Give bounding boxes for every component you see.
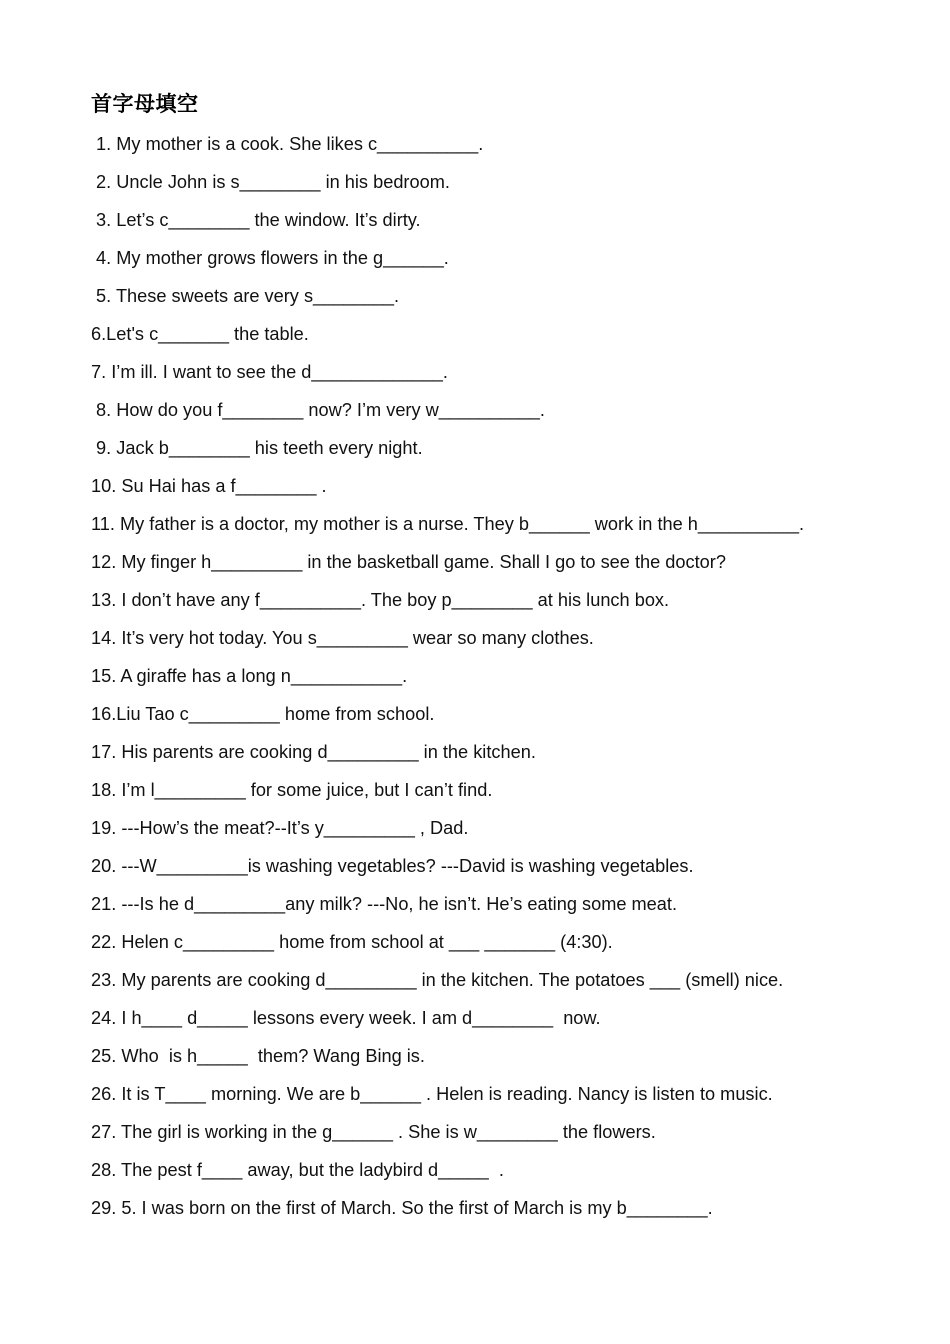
question-2: 2. Uncle John is s________ in his bedroom. [91, 172, 450, 192]
question-4: 4. My mother grows flowers in the g______. [91, 248, 449, 268]
question-14: 14. It’s very hot today. You s_________ wear so many clothes. [91, 628, 594, 648]
question-10: 10. Su Hai has a f________ . [91, 476, 327, 496]
question-15: 15. A giraffe has a long n___________. [91, 666, 408, 686]
question-29: 29. 5. I was born on the first of March. So the first of March is my b________. [91, 1198, 713, 1218]
question-7: 7. I’m ill. I want to see the d_____________. [91, 362, 448, 382]
question-6: 6.Let's c_______ the table. [91, 324, 309, 344]
question-26: 26. It is T____ morning. We are b______ . Helen is reading. Nancy is listen to music. [91, 1084, 773, 1104]
question-1: 1. My mother is a cook. She likes c__________. [91, 134, 484, 154]
question-24: 24. I h____ d_____ lessons every week. I am d________ now. [91, 1008, 601, 1028]
question-11: 11. My father is a doctor, my mother is a nurse. They b______ work in the h__________. [91, 514, 805, 534]
question-17: 17. His parents are cooking d_________ in the kitchen. [91, 742, 536, 762]
question-5: 5. These sweets are very s________. [91, 286, 400, 306]
question-19: 19. ---How’s the meat?--It’s y_________ , Dad. [91, 818, 469, 838]
question-3: 3. Let’s c________ the window. It’s dirty. [91, 210, 421, 230]
question-25: 25. Who is h_____ them? Wang Bing is. [91, 1046, 425, 1066]
question-27: 27. The girl is working in the g______ . She is w________ the flowers. [91, 1122, 656, 1142]
question-21: 21. ---Is he d_________any milk? ---No, he isn’t. He’s eating some meat. [91, 894, 677, 914]
question-22: 22. Helen c_________ home from school at ___ _______ (4:30). [91, 932, 613, 952]
question-28: 28. The pest f____ away, but the ladybird d_____ . [91, 1160, 504, 1180]
question-8: 8. How do you f________ now? I’m very w__________. [91, 400, 545, 420]
question-12: 12. My finger h_________ in the basketball game. Shall I go to see the doctor? [91, 552, 726, 572]
question-18: 18. I’m l_________ for some juice, but I can’t find. [91, 780, 493, 800]
question-23: 23. My parents are cooking d_________ in the kitchen. The potatoes ___ (smell) nice. [91, 970, 784, 990]
question-16: 16.Liu Tao c_________ home from school. [91, 704, 435, 724]
question-9: 9. Jack b________ his teeth every night. [91, 438, 423, 458]
question-20: 20. ---W_________is washing vegetables? ---David is washing vegetables. [91, 856, 694, 876]
worksheet-title: 首字母填空 [91, 92, 199, 116]
question-13: 13. I don’t have any f__________. The boy p________ at his lunch box. [91, 590, 670, 610]
